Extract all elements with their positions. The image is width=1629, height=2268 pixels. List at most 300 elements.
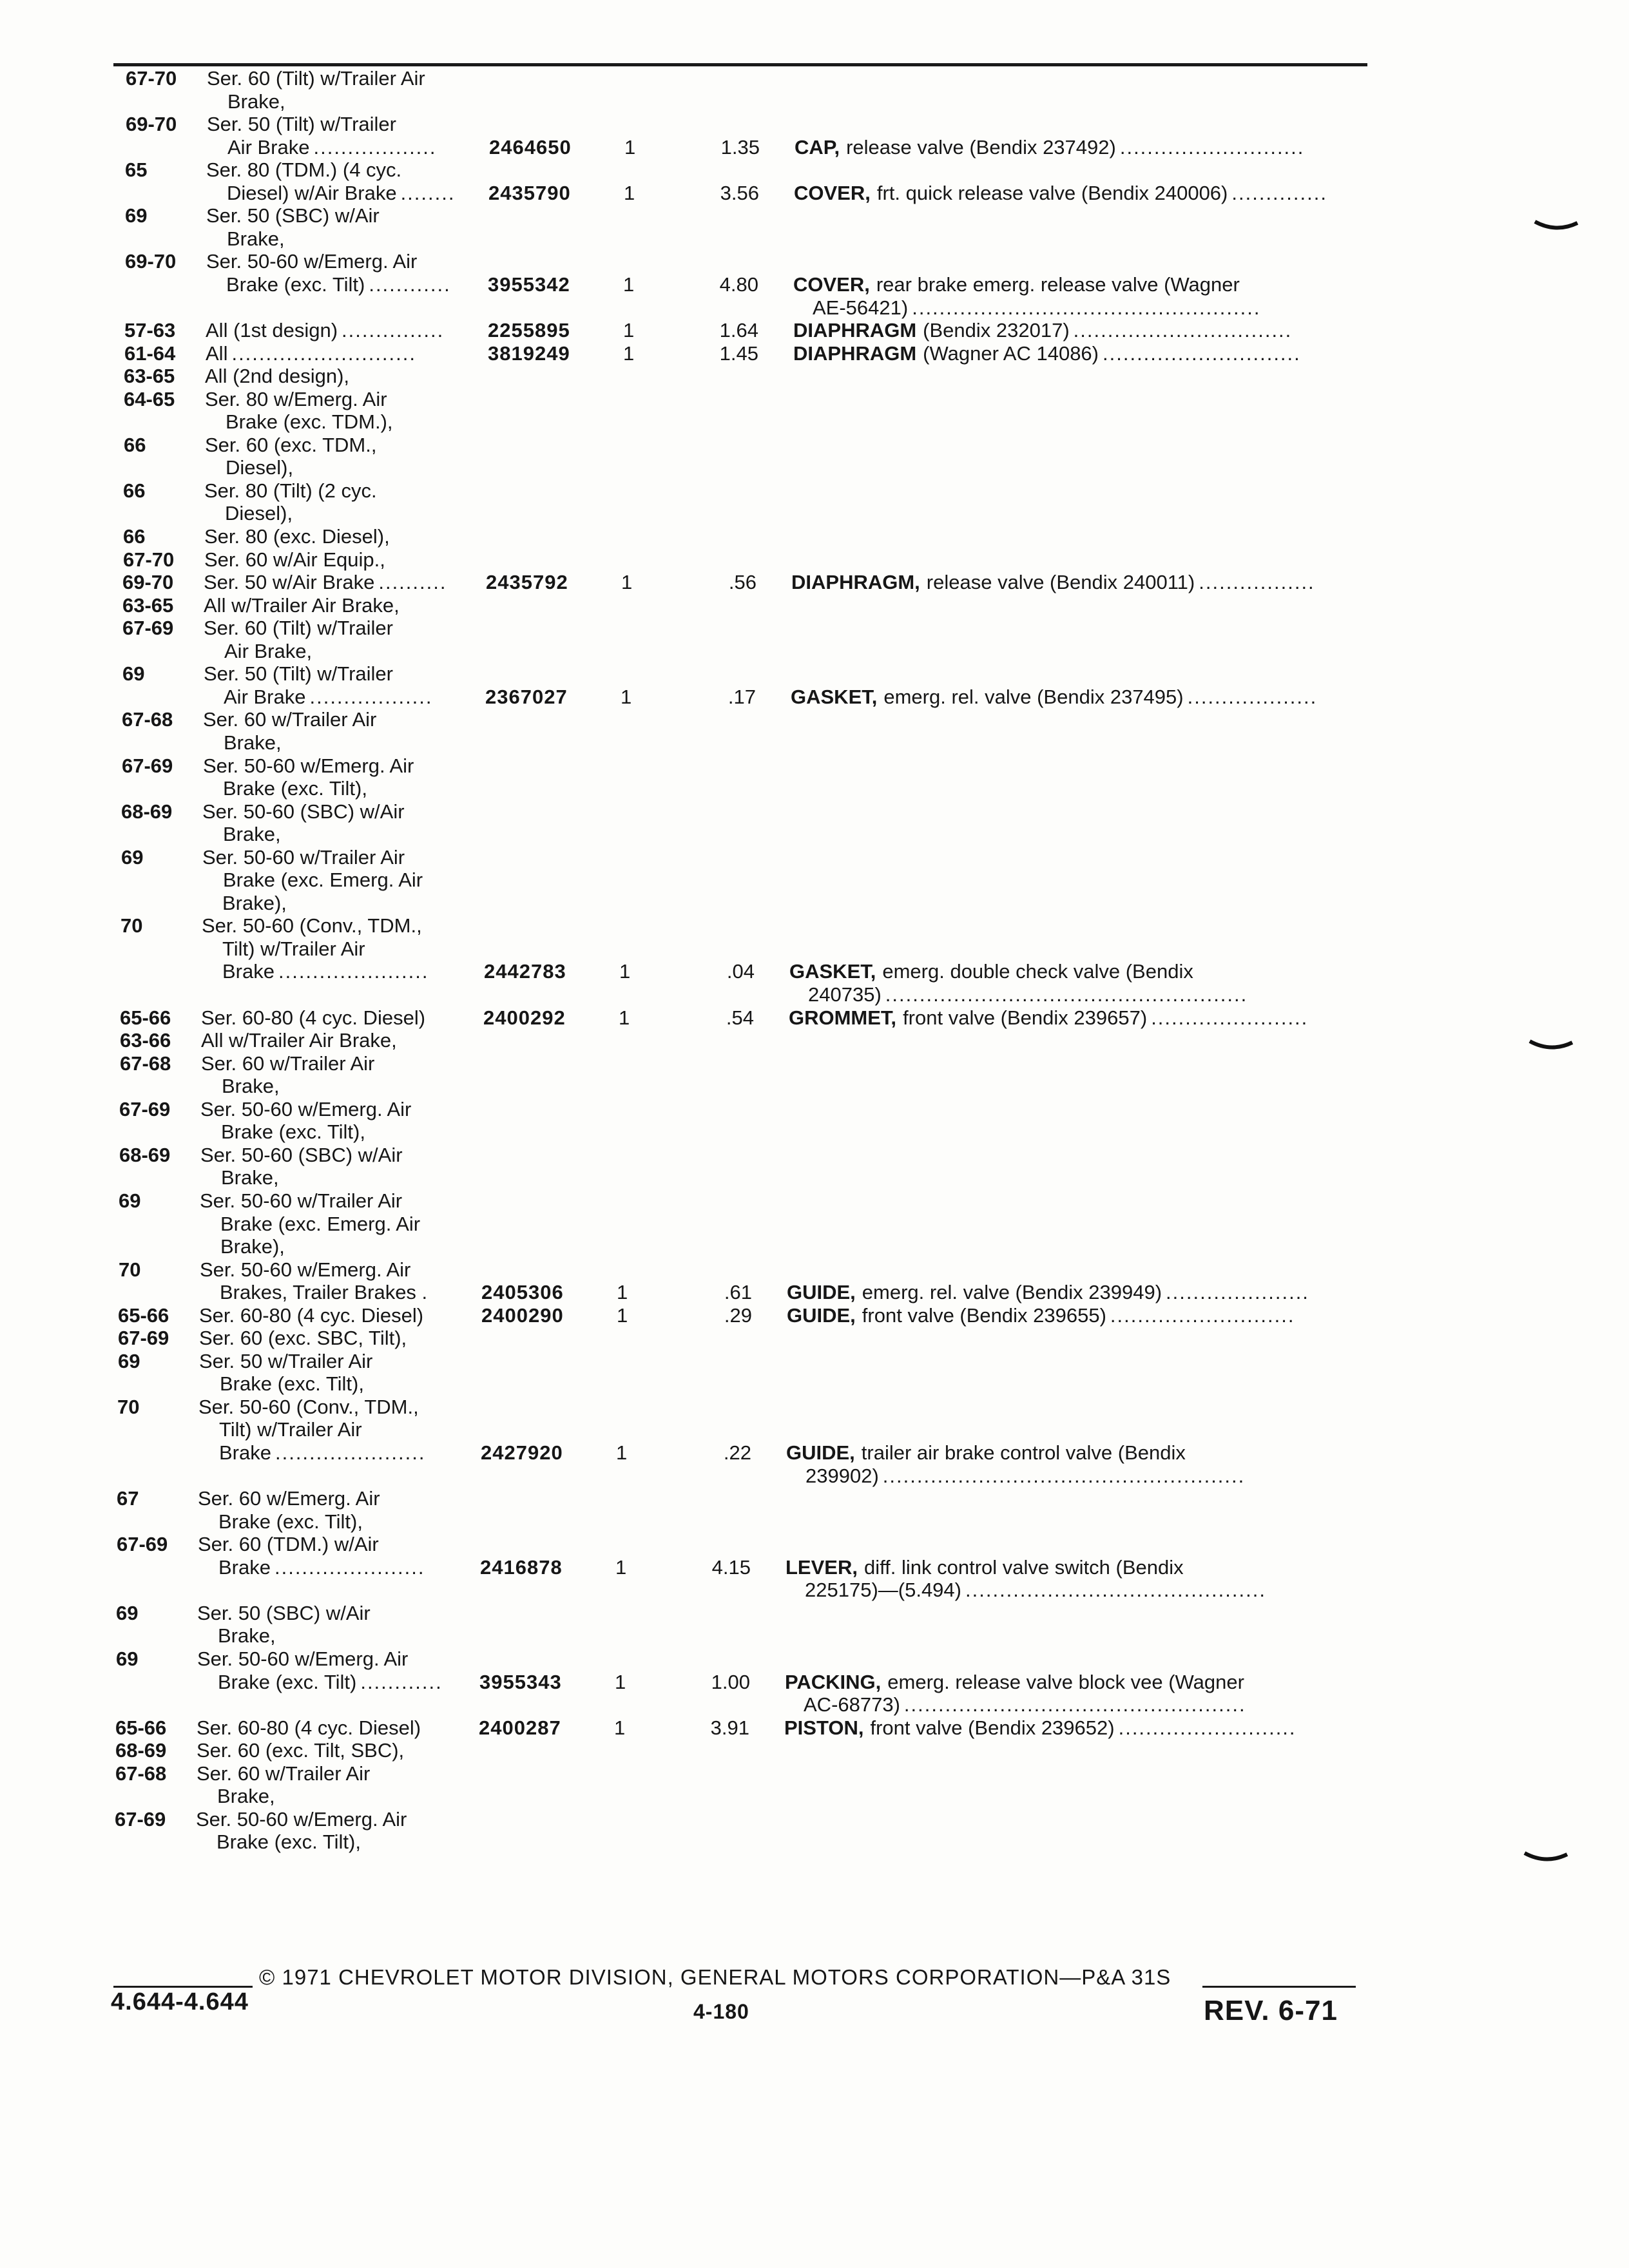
application-text: Brake (exc. Tilt): [218, 1670, 357, 1693]
application-text: Ser. 60 (Tilt) w/Trailer Air: [207, 67, 425, 90]
model-years: 69-70: [126, 113, 177, 136]
revision-label: REV. 6-71: [1204, 1995, 1338, 2026]
application-text: Brake),: [220, 1235, 285, 1258]
quantity: 1: [617, 1281, 628, 1304]
application-text: Ser. 60-80 (4 cyc. Diesel): [197, 1716, 421, 1739]
application-text: Brake,: [221, 1166, 279, 1189]
parts-line: [0, 363, 1626, 389]
application-text: Brake: [219, 1441, 271, 1464]
model-years: 67-69: [117, 1533, 168, 1556]
model-years: 69: [118, 1349, 140, 1372]
application-text: Brake (exc. Tilt),: [218, 1510, 363, 1533]
leader-dots: .....................................................: [882, 1464, 1246, 1487]
model-years: 70: [117, 1395, 140, 1418]
model-years: 69: [116, 1601, 139, 1624]
application-text: Tilt) w/Trailer Air: [222, 937, 365, 960]
application-text: Ser. 50-60 (SBC) w/Air: [202, 800, 405, 823]
price: 3.56: [720, 181, 759, 204]
model-years: 67-68: [122, 708, 173, 731]
part-number: 2367027: [485, 685, 568, 708]
price: .17: [728, 685, 756, 708]
application-text: Ser. 60 (TDM.) w/Air: [198, 1533, 379, 1556]
parts-line: [0, 1165, 1622, 1191]
parts-line: [0, 822, 1624, 847]
application-text: Air Brake: [224, 685, 306, 708]
parts-line: [0, 1257, 1621, 1283]
application-text: Brake,: [218, 1624, 276, 1648]
application-text: Brake (exc. Tilt): [226, 273, 365, 296]
quantity: 1: [623, 319, 635, 342]
model-years: 67-70: [126, 67, 177, 90]
parts-line: [0, 455, 1626, 481]
model-years: 67-69: [118, 1327, 169, 1350]
parts-line: [0, 799, 1624, 825]
part-number: 2400292: [483, 1006, 566, 1029]
parts-line: [0, 982, 1623, 1008]
parts-line: [0, 890, 1623, 916]
application-text: Ser. 50-60 w/Emerg. Air: [206, 250, 418, 273]
price: .61: [724, 1281, 752, 1304]
parts-line: [0, 753, 1624, 779]
application-text: Brake (exc. Emerg. Air: [220, 1212, 421, 1235]
model-years: 69-70: [125, 250, 177, 273]
parts-line: [0, 959, 1623, 985]
leader-dots: ..............: [1231, 181, 1327, 204]
parts-line: [0, 387, 1626, 412]
model-years: 63-66: [120, 1029, 171, 1052]
leader-dots: ......................: [275, 1441, 426, 1464]
part-description: emerg. rel. valve (Bendix 239949): [862, 1281, 1162, 1304]
parts-line: [0, 1600, 1619, 1626]
parts-line: [0, 661, 1625, 687]
application-text: All w/Trailer Air Brake,: [204, 593, 400, 617]
application-text: Ser. 60 w/Trailer Air: [197, 1762, 371, 1785]
page-number: 4-180: [693, 2000, 749, 2023]
parts-line: [0, 432, 1626, 458]
parts-line: [0, 249, 1628, 274]
leader-dots: ...................: [1187, 685, 1318, 708]
parts-line: [0, 1532, 1619, 1557]
part-name: GASKET,: [791, 685, 878, 708]
part-number: 2255895: [488, 319, 570, 342]
model-years: 69: [125, 204, 148, 227]
model-years: 67-68: [120, 1052, 171, 1075]
model-years: 67: [117, 1487, 139, 1510]
price: .54: [726, 1006, 754, 1029]
quantity: 1: [615, 1670, 626, 1693]
parts-line: [0, 1280, 1621, 1305]
parts-line: [0, 1783, 1618, 1809]
parts-line: [0, 1577, 1619, 1603]
parts-line: [0, 1463, 1620, 1489]
part-number: 3819249: [488, 341, 570, 365]
part-description: 239902): [805, 1464, 879, 1487]
application-text: Ser. 50-60 w/Trailer Air: [200, 1189, 403, 1212]
part-number: 2435790: [488, 181, 571, 204]
application-text: Ser. 80 (TDM.) (4 cyc.: [206, 159, 402, 182]
parts-line: [0, 1234, 1621, 1260]
application-text: Ser. 50 w/Trailer Air: [199, 1349, 373, 1372]
part-description: frt. quick release valve (Bendix 240006): [876, 181, 1228, 204]
price: .29: [724, 1303, 752, 1327]
part-description: AE-56421): [813, 296, 909, 319]
application-text: Ser. 60 (exc. SBC, Tilt),: [199, 1327, 407, 1350]
parts-line: [0, 478, 1626, 504]
parts-line: [0, 1142, 1622, 1168]
part-number: 3955342: [488, 273, 570, 296]
price: .56: [728, 571, 757, 594]
model-years: 61-64: [124, 341, 176, 365]
quantity: 1: [619, 960, 631, 983]
part-description: trailer air brake control valve (Bendix: [861, 1441, 1186, 1464]
model-years: 70: [120, 914, 143, 937]
application-text: Brake (exc. Tilt),: [217, 1831, 361, 1854]
application-text: Brake (exc. Tilt),: [221, 1120, 365, 1144]
price: 1.35: [720, 135, 760, 159]
parts-line: [0, 1440, 1620, 1466]
application-text: Ser. 80 w/Emerg. Air: [205, 387, 387, 410]
application-text: Brake (exc. Emerg. Air: [223, 869, 423, 892]
application-text: Ser. 60 w/Trailer Air: [201, 1052, 375, 1075]
parts-line: [0, 89, 1628, 115]
application-text: Ser. 50-60 w/Trailer Air: [202, 845, 405, 869]
parts-line: [0, 1486, 1619, 1512]
leader-dots: .......................: [1151, 1006, 1309, 1029]
part-number: 2435792: [486, 571, 568, 594]
application-text: Ser. 50 (Tilt) w/Trailer: [204, 662, 393, 686]
leader-dots: ...........................: [1110, 1303, 1295, 1327]
part-description: front valve (Bendix 239655): [862, 1303, 1106, 1327]
margin-mark-icon: [1523, 1850, 1568, 1867]
application-text: Ser. 50-60 w/Emerg. Air: [197, 1647, 409, 1670]
parts-line: [0, 1211, 1621, 1237]
parts-line: [0, 1669, 1619, 1695]
parts-line: [0, 272, 1627, 298]
price: .22: [723, 1441, 751, 1464]
part-name: COVER,: [794, 181, 871, 204]
parts-line: [0, 776, 1624, 802]
model-years: 67-70: [123, 548, 175, 571]
part-description: front valve (Bendix 239652): [870, 1716, 1115, 1739]
part-description: 240735): [808, 983, 882, 1006]
model-years: 67-68: [115, 1762, 167, 1785]
application-text: Air Brake,: [224, 639, 313, 662]
part-number: 3955343: [479, 1670, 562, 1693]
leader-dots: ......................: [274, 1555, 425, 1579]
quantity: 1: [624, 181, 635, 204]
application-text: Brake (exc. Tilt),: [220, 1372, 364, 1396]
margin-mark-icon: [1534, 219, 1579, 236]
parts-line: [0, 684, 1624, 710]
model-years: 70: [119, 1258, 141, 1281]
model-years: 68-69: [119, 1143, 171, 1166]
part-name: GUIDE,: [787, 1303, 856, 1327]
model-years: 69: [122, 662, 145, 686]
part-description: AC-68773): [804, 1693, 900, 1716]
parts-line: [0, 1097, 1622, 1122]
parts-line: [0, 295, 1627, 321]
part-description: (Bendix 232017): [923, 319, 1070, 342]
part-description: release valve (Bendix 237492): [846, 135, 1116, 159]
application-text: Brake,: [223, 823, 281, 846]
parts-line: [0, 1303, 1621, 1329]
part-number: 2427920: [481, 1441, 563, 1464]
application-text: Ser. 60-80 (4 cyc. Diesel): [201, 1006, 426, 1029]
parts-line: [0, 845, 1624, 870]
leader-dots: .....................: [1166, 1281, 1309, 1304]
parts-line: [0, 1349, 1621, 1374]
copyright-line: © 1971 CHEVROLET MOTOR DIVISION, GENERAL MOTORS CORPORATION—P&A 31S: [259, 1965, 1171, 1989]
parts-line: [0, 1807, 1617, 1832]
leader-dots: ..........: [378, 571, 447, 594]
application-text: Ser. 50-60 w/Emerg. Air: [196, 1807, 407, 1831]
application-text: Diesel) w/Air Brake: [227, 181, 397, 204]
price: 1.45: [719, 341, 758, 365]
leader-dots: ............................................: [965, 1579, 1266, 1602]
quantity: 1: [621, 685, 632, 708]
parts-line: [0, 593, 1625, 619]
part-number: 2416878: [480, 1555, 563, 1579]
model-years: 64-65: [124, 387, 175, 410]
application-text: Ser. 60-80 (4 cyc. Diesel): [199, 1303, 424, 1327]
leader-dots: ................................: [1073, 319, 1293, 342]
application-text: Ser. 50-60 w/Emerg. Air: [200, 1097, 412, 1120]
margin-mark-icon: [1528, 1039, 1574, 1055]
parts-line: [0, 180, 1628, 206]
part-name: CAP,: [795, 135, 840, 159]
leader-dots: ........: [400, 181, 456, 204]
part-name: COVER,: [793, 273, 870, 296]
application-text: Ser. 80 (Tilt) (2 cyc.: [204, 479, 377, 502]
price: .04: [726, 960, 755, 983]
application-text: Brake,: [227, 90, 285, 113]
part-number: 2400290: [481, 1303, 564, 1327]
quantity: 1: [621, 571, 633, 594]
parts-line: [0, 936, 1623, 962]
application-text: Diesel),: [225, 502, 293, 525]
part-name: DIAPHRAGM: [793, 341, 917, 365]
model-years: 57-63: [124, 319, 176, 342]
part-number: 2400287: [479, 1716, 561, 1739]
part-description: 225175)—(5.494): [805, 1579, 961, 1602]
parts-line: [0, 341, 1627, 367]
model-years: 65-66: [120, 1006, 171, 1029]
part-description: emerg. release valve block vee (Wagner: [887, 1670, 1244, 1693]
leader-dots: ..................................................: [903, 1693, 1246, 1716]
part-name: DIAPHRAGM: [793, 319, 917, 342]
parts-line: [0, 1509, 1619, 1535]
application-text: All (1st design): [206, 319, 338, 342]
leader-dots: ..................: [313, 135, 437, 159]
application-text: All: [206, 341, 228, 365]
application-text: Ser. 60 w/Trailer Air: [203, 708, 377, 731]
model-years: 63-65: [124, 365, 175, 388]
quantity: 1: [623, 273, 635, 296]
part-number: 2442783: [484, 960, 566, 983]
footer-rule-left: [113, 1986, 253, 1988]
parts-line: [0, 639, 1625, 664]
application-text: Ser. 50-60 (SBC) w/Air: [200, 1143, 403, 1166]
application-text: Ser. 50 w/Air Brake: [204, 571, 375, 594]
parts-line: [0, 913, 1623, 939]
application-text: All w/Trailer Air Brake,: [201, 1029, 397, 1052]
leader-dots: ..........................: [1118, 1716, 1296, 1739]
model-years: 69: [116, 1647, 139, 1670]
parts-line: [0, 157, 1628, 183]
price: 4.80: [719, 273, 758, 296]
part-name: PISTON,: [784, 1716, 864, 1739]
leader-dots: ..................: [309, 685, 433, 708]
leader-dots: ............: [369, 273, 451, 296]
application-text: Ser. 50-60 w/Emerg. Air: [203, 754, 414, 777]
parts-line: [0, 1646, 1619, 1672]
parts-line: [0, 318, 1627, 343]
parts-line: [0, 1119, 1622, 1145]
model-years: 68-69: [121, 800, 173, 823]
parts-line: [0, 867, 1624, 893]
leader-dots: ............: [360, 1670, 443, 1693]
parts-line: [0, 1188, 1621, 1214]
parts-line: [0, 1417, 1620, 1443]
part-number: 2405306: [481, 1281, 564, 1304]
application-text: Air Brake: [227, 135, 310, 159]
parts-line: [0, 1555, 1619, 1581]
parts-line: [0, 501, 1626, 526]
parts-line: [0, 66, 1628, 91]
parts-line: [0, 1051, 1623, 1077]
parts-line: [0, 203, 1628, 229]
parts-line: [0, 1738, 1618, 1763]
application-text: Brake,: [222, 1075, 280, 1098]
application-text: Brake (exc. Tilt),: [223, 777, 367, 800]
part-name: PACKING,: [785, 1670, 882, 1693]
part-description: (Wagner AC 14086): [923, 341, 1099, 365]
leader-dots: .....................................................: [885, 983, 1248, 1006]
leader-dots: ...........................: [1119, 135, 1305, 159]
application-text: Brake (exc. TDM.),: [226, 410, 393, 434]
application-text: Ser. 60 (exc. TDM.,: [205, 433, 377, 456]
application-text: Ser. 60 (Tilt) w/Trailer: [204, 617, 393, 640]
quantity: 1: [624, 135, 636, 159]
application-text: Ser. 50-60 (Conv., TDM.,: [202, 914, 422, 937]
part-description: rear brake emerg. release valve (Wagner: [876, 273, 1240, 296]
model-years: 69: [119, 1189, 141, 1212]
application-text: Ser. 50-60 (Conv., TDM.,: [198, 1395, 419, 1418]
model-years: 66: [123, 525, 146, 548]
application-text: Ser. 50 (SBC) w/Air: [197, 1601, 371, 1624]
leader-dots: ......................: [278, 960, 429, 983]
part-name: GUIDE,: [786, 1441, 855, 1464]
quantity: 1: [617, 1303, 628, 1327]
leader-dots: ...............: [342, 319, 445, 342]
application-text: Ser. 50-60 w/Emerg. Air: [200, 1258, 411, 1281]
part-description: front valve (Bendix 239657): [903, 1006, 1148, 1029]
part-description: release valve (Bendix 240011): [926, 571, 1195, 594]
application-text: All (2nd design),: [205, 365, 350, 388]
group-range: 4.644-4.644: [111, 1988, 249, 2015]
model-years: 67-69: [122, 754, 173, 777]
application-text: Brake,: [227, 227, 285, 250]
part-description: emerg. rel. valve (Bendix 237495): [883, 685, 1184, 708]
part-name: DIAPHRAGM,: [791, 571, 920, 594]
part-name: GUIDE,: [787, 1281, 856, 1304]
parts-line: [0, 1623, 1619, 1649]
model-years: 69-70: [122, 571, 174, 594]
model-years: 69: [121, 845, 144, 869]
part-description: diff. link control valve switch (Bendix: [863, 1555, 1184, 1579]
leader-dots: ...........................: [231, 341, 416, 365]
leader-dots: ...................................................: [912, 296, 1261, 319]
part-number: 2464650: [489, 135, 572, 159]
application-text: Ser. 60 w/Emerg. Air: [198, 1487, 380, 1510]
model-years: 66: [123, 479, 146, 502]
application-text: Ser. 60 (exc. Tilt, SBC),: [197, 1739, 405, 1762]
application-text: Brakes, Trailer Brakes .: [220, 1281, 428, 1304]
quantity: 1: [619, 1006, 630, 1029]
model-years: 67-69: [122, 617, 174, 640]
parts-line: [0, 547, 1626, 573]
application-text: Ser. 60 w/Air Equip.,: [204, 548, 385, 571]
parts-line: [0, 1761, 1618, 1787]
parts-line: [0, 1715, 1618, 1741]
part-name: GASKET,: [789, 960, 876, 983]
quantity: 1: [615, 1555, 627, 1579]
application-text: Ser. 80 (exc. Diesel),: [204, 525, 390, 548]
model-years: 68-69: [115, 1739, 167, 1762]
parts-line: [0, 111, 1628, 137]
parts-line: [0, 226, 1628, 252]
model-years: 63-65: [122, 593, 174, 617]
quantity: 1: [623, 341, 635, 365]
quantity: 1: [616, 1441, 628, 1464]
application-text: Brake: [222, 960, 275, 983]
application-text: Brake),: [222, 891, 287, 914]
price: 4.15: [711, 1555, 751, 1579]
quantity: 1: [614, 1716, 626, 1739]
parts-line: [0, 570, 1625, 595]
parts-line: [0, 707, 1624, 733]
parts-line: [0, 1005, 1623, 1031]
parts-line: [0, 1692, 1618, 1718]
parts-line: [0, 524, 1626, 550]
parts-line: [0, 730, 1624, 756]
parts-line: [0, 135, 1628, 160]
model-years: 66: [124, 433, 146, 456]
model-years: 65-66: [115, 1716, 167, 1739]
part-name: GROMMET,: [789, 1006, 897, 1029]
model-years: 65: [125, 159, 148, 182]
model-years: 67-69: [115, 1807, 166, 1831]
price: 1.64: [719, 319, 758, 342]
application-text: Ser. 50 (Tilt) w/Trailer: [207, 113, 396, 136]
application-text: Brake,: [217, 1785, 275, 1808]
application-text: Tilt) w/Trailer Air: [219, 1418, 362, 1441]
parts-line: [0, 1325, 1621, 1351]
parts-line: [0, 1394, 1620, 1420]
parts-line: [0, 1829, 1617, 1855]
parts-line: [0, 1073, 1623, 1099]
parts-line: [0, 409, 1626, 435]
parts-line: [0, 1028, 1623, 1053]
price: 3.91: [710, 1716, 749, 1739]
model-years: 67-69: [119, 1097, 171, 1120]
parts-line: [0, 1371, 1621, 1397]
leader-dots: .............................: [1103, 341, 1301, 365]
application-text: Brake,: [224, 731, 282, 754]
application-text: Brake: [218, 1555, 271, 1579]
footer-rule-right: [1202, 1986, 1356, 1988]
parts-line: [0, 615, 1625, 641]
